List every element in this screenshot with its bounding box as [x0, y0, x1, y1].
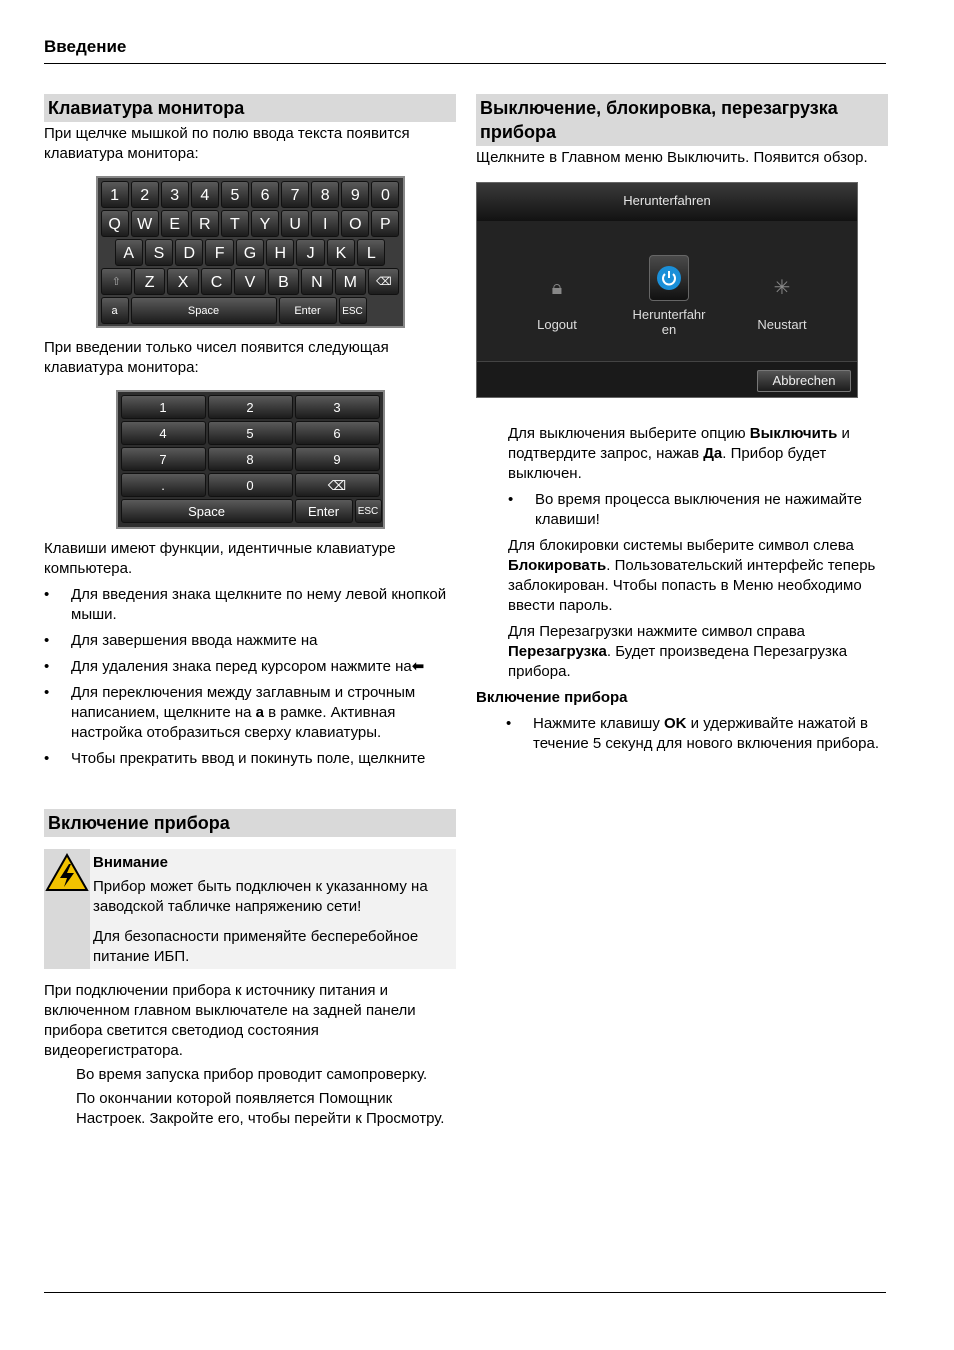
numpad-row [121, 395, 380, 419]
key[interactable]: W [131, 210, 159, 237]
high-voltage-warning-icon [45, 853, 89, 893]
text: Для блокировки системы выберите символ слева [508, 537, 854, 554]
shutdown-dialog [476, 182, 858, 398]
dialog-footer [477, 361, 857, 397]
key[interactable]: 3 [295, 395, 380, 419]
list-item: • Во время процесса выключения не нажимайте клавиши! [508, 490, 888, 530]
key[interactable]: S [145, 239, 173, 266]
section-title-power-on: Включение прибора [44, 809, 456, 837]
restart-icon: ✳ [773, 276, 791, 299]
numpad-row [121, 421, 380, 445]
keyboard-row-zxcv [101, 268, 400, 295]
space-key[interactable]: Space [121, 499, 293, 523]
list-item [506, 714, 888, 754]
shutdown-intro: Щелкните в Главном меню Выключить. Появится обзор. [476, 149, 868, 166]
key[interactable]: Q [101, 210, 129, 237]
list-item-text: Для переключения между заглавным и строчным написанием, щелкните на [71, 684, 416, 721]
key[interactable]: C [201, 268, 232, 295]
selftest-paragraph: По окончании которой появляется Помощник Настроек. Закройте его, чтобы перейти к Просмотру. [76, 1090, 445, 1127]
keyboard-row-asdf [101, 239, 400, 266]
key[interactable]: L [357, 239, 385, 266]
key[interactable]: . [121, 473, 206, 497]
bold-text: Блокировать [508, 557, 607, 574]
keyboard-row-qwerty [101, 210, 400, 237]
caps-key[interactable]: a [101, 297, 129, 324]
warning-box [44, 849, 456, 969]
keyboard-row-digits [101, 181, 400, 208]
key[interactable]: J [296, 239, 324, 266]
keyboard-intro: При щелчке мышкой по полю ввода текста появится клавиатура монитора: [44, 125, 410, 162]
shutdown-bullets [508, 490, 888, 530]
left-column [44, 94, 456, 1129]
list-item: • Для завершения ввода нажмите на [44, 631, 456, 651]
key[interactable]: B [268, 268, 299, 295]
key[interactable]: K [327, 239, 355, 266]
text: . Будет произведена Перезагрузка прибора. [508, 643, 848, 680]
numeric-intro: При введении только чисел появится следующая клавиатура монитора: [44, 339, 389, 376]
keyboard-bullets [44, 585, 456, 769]
dialog-title: Herunterfahren [477, 183, 857, 221]
restart-label: Neustart [757, 317, 807, 332]
numpad-row [121, 447, 380, 471]
right-column [476, 94, 888, 760]
cancel-button[interactable]: Abbrechen [757, 370, 851, 392]
bold-text: Выключить [749, 425, 838, 442]
shutdown-paragraph [508, 424, 888, 484]
key[interactable]: 1 [101, 181, 129, 208]
key[interactable]: 2 [131, 181, 159, 208]
key[interactable]: Y [251, 210, 279, 237]
key[interactable]: X [167, 268, 198, 295]
key[interactable]: A [115, 239, 143, 266]
key[interactable]: 9 [295, 447, 380, 471]
bold-text: Перезагрузка [508, 643, 607, 660]
esc-key[interactable]: ESC [355, 499, 382, 523]
list-item: • Чтобы прекратить ввод и покинуть поле, щелкните [44, 749, 456, 769]
key[interactable]: D [175, 239, 203, 266]
section-title-shutdown: Выключение, блокировка, перезагрузка прибора [476, 94, 888, 146]
bold-text: Да [703, 445, 723, 462]
key[interactable]: 8 [311, 181, 339, 208]
shutdown-label: Herunterfahr en [632, 307, 706, 337]
shift-key[interactable]: ⇧ [101, 268, 132, 295]
lock-icon: 🔒︎ [551, 276, 563, 299]
warning-paragraph: Прибор может быть подключен к указанному на заводской табличке напряжению сети! [93, 878, 428, 915]
backspace-key[interactable]: ⌫ [368, 268, 399, 295]
key[interactable]: 7 [281, 181, 309, 208]
key[interactable]: R [191, 210, 219, 237]
shutdown-option[interactable] [624, 255, 714, 337]
restart-option[interactable] [737, 265, 827, 332]
logout-option[interactable] [512, 265, 602, 332]
power-paragraph: При подключении прибора к источнику питания и включенном главном выключателе на задней панели прибора светится светодиод состояния видеорегистратора. [44, 982, 416, 1059]
text: . Прибор будет выключен. [508, 445, 827, 482]
list-item: • Для введения знака щелкните по нему левой кнопкой мыши. [44, 585, 456, 625]
key[interactable]: V [234, 268, 265, 295]
key[interactable]: 7 [121, 447, 206, 471]
backspace-key[interactable]: ⌫ [295, 473, 380, 497]
lock-paragraph [508, 536, 888, 616]
selftest-paragraph: Во время запуска прибор проводит самопроверку. [76, 1066, 428, 1083]
text: Для Перезагрузки нажмите символ справа [508, 623, 805, 640]
list-item-text: Для удаления знака перед курсором нажмите на [71, 658, 412, 675]
numpad-row [121, 473, 380, 497]
key[interactable]: 4 [191, 181, 219, 208]
list-item [44, 657, 456, 677]
key[interactable]: 2 [208, 395, 293, 419]
key[interactable]: 6 [251, 181, 279, 208]
text: Для выключения выберите опцию [508, 425, 750, 442]
power-on-bullets [476, 714, 888, 754]
warning-icon-cell [44, 849, 90, 969]
key[interactable]: Z [134, 268, 165, 295]
key[interactable]: 5 [221, 181, 249, 208]
text: . Пользовательский интерфейс теперь заблокирован. Чтобы попасть в Меню необходимо ввести пароль. [508, 557, 876, 614]
key[interactable]: 0 [208, 473, 293, 497]
key[interactable]: G [236, 239, 264, 266]
section-title-keyboard: Клавиатура монитора [44, 94, 456, 122]
esc-key[interactable]: ESC [339, 297, 367, 324]
logout-label: Logout [537, 317, 577, 332]
key[interactable]: 4 [121, 421, 206, 445]
key[interactable]: 5 [208, 421, 293, 445]
list-item-bold: a [255, 704, 264, 721]
warning-paragraph: Для безопасности применяйте бесперебойное питание ИБП. [93, 928, 419, 965]
key[interactable]: M [335, 268, 366, 295]
key[interactable]: T [221, 210, 249, 237]
warning-title: Внимание [93, 854, 168, 871]
keyboard-row-bottom [101, 297, 400, 324]
text: Нажмите клавишу [533, 715, 664, 732]
key[interactable]: 6 [295, 421, 380, 445]
dialog-body [477, 221, 857, 361]
key[interactable]: P [371, 210, 399, 237]
page-title: Введение [44, 37, 127, 56]
numeric-keyboard [116, 390, 385, 529]
page-header [44, 36, 886, 64]
text: и подтвердите запрос, нажав [508, 425, 850, 462]
power-icon [649, 255, 689, 301]
shutdown-instructions [476, 424, 888, 682]
footer-divider [44, 1292, 886, 1293]
key[interactable]: F [205, 239, 233, 266]
warning-text [90, 849, 456, 969]
key[interactable]: 1 [121, 395, 206, 419]
key[interactable]: U [281, 210, 309, 237]
enter-key[interactable]: Enter [279, 297, 337, 324]
key[interactable]: E [161, 210, 189, 237]
key[interactable]: 8 [208, 447, 293, 471]
key[interactable]: N [301, 268, 332, 295]
text: и удерживайте нажатой в течение 5 секунд для нового включения прибора. [533, 715, 879, 752]
arrow-icon: ⬅ [411, 658, 425, 675]
numpad-row-bottom [121, 499, 380, 523]
key[interactable]: I [311, 210, 339, 237]
key[interactable]: 9 [341, 181, 369, 208]
key[interactable]: O [341, 210, 369, 237]
bold-text: OK [664, 715, 687, 732]
functions-text: Клавиши имеют функции, идентичные клавиатуре компьютера. [44, 540, 396, 577]
enter-key[interactable]: Enter [295, 499, 353, 523]
key[interactable]: H [266, 239, 294, 266]
power-icon-graphic [656, 265, 682, 291]
key[interactable]: 3 [161, 181, 189, 208]
space-key[interactable]: Space [131, 297, 277, 324]
key[interactable]: 0 [371, 181, 399, 208]
list-item-text: в рамке. Активная настройка отобразиться сверху клавиатуры. [71, 704, 396, 741]
power-on-title: Включение прибора [476, 689, 628, 706]
list-item [44, 683, 456, 743]
screen-keyboard [96, 176, 405, 328]
reboot-paragraph [508, 622, 888, 682]
